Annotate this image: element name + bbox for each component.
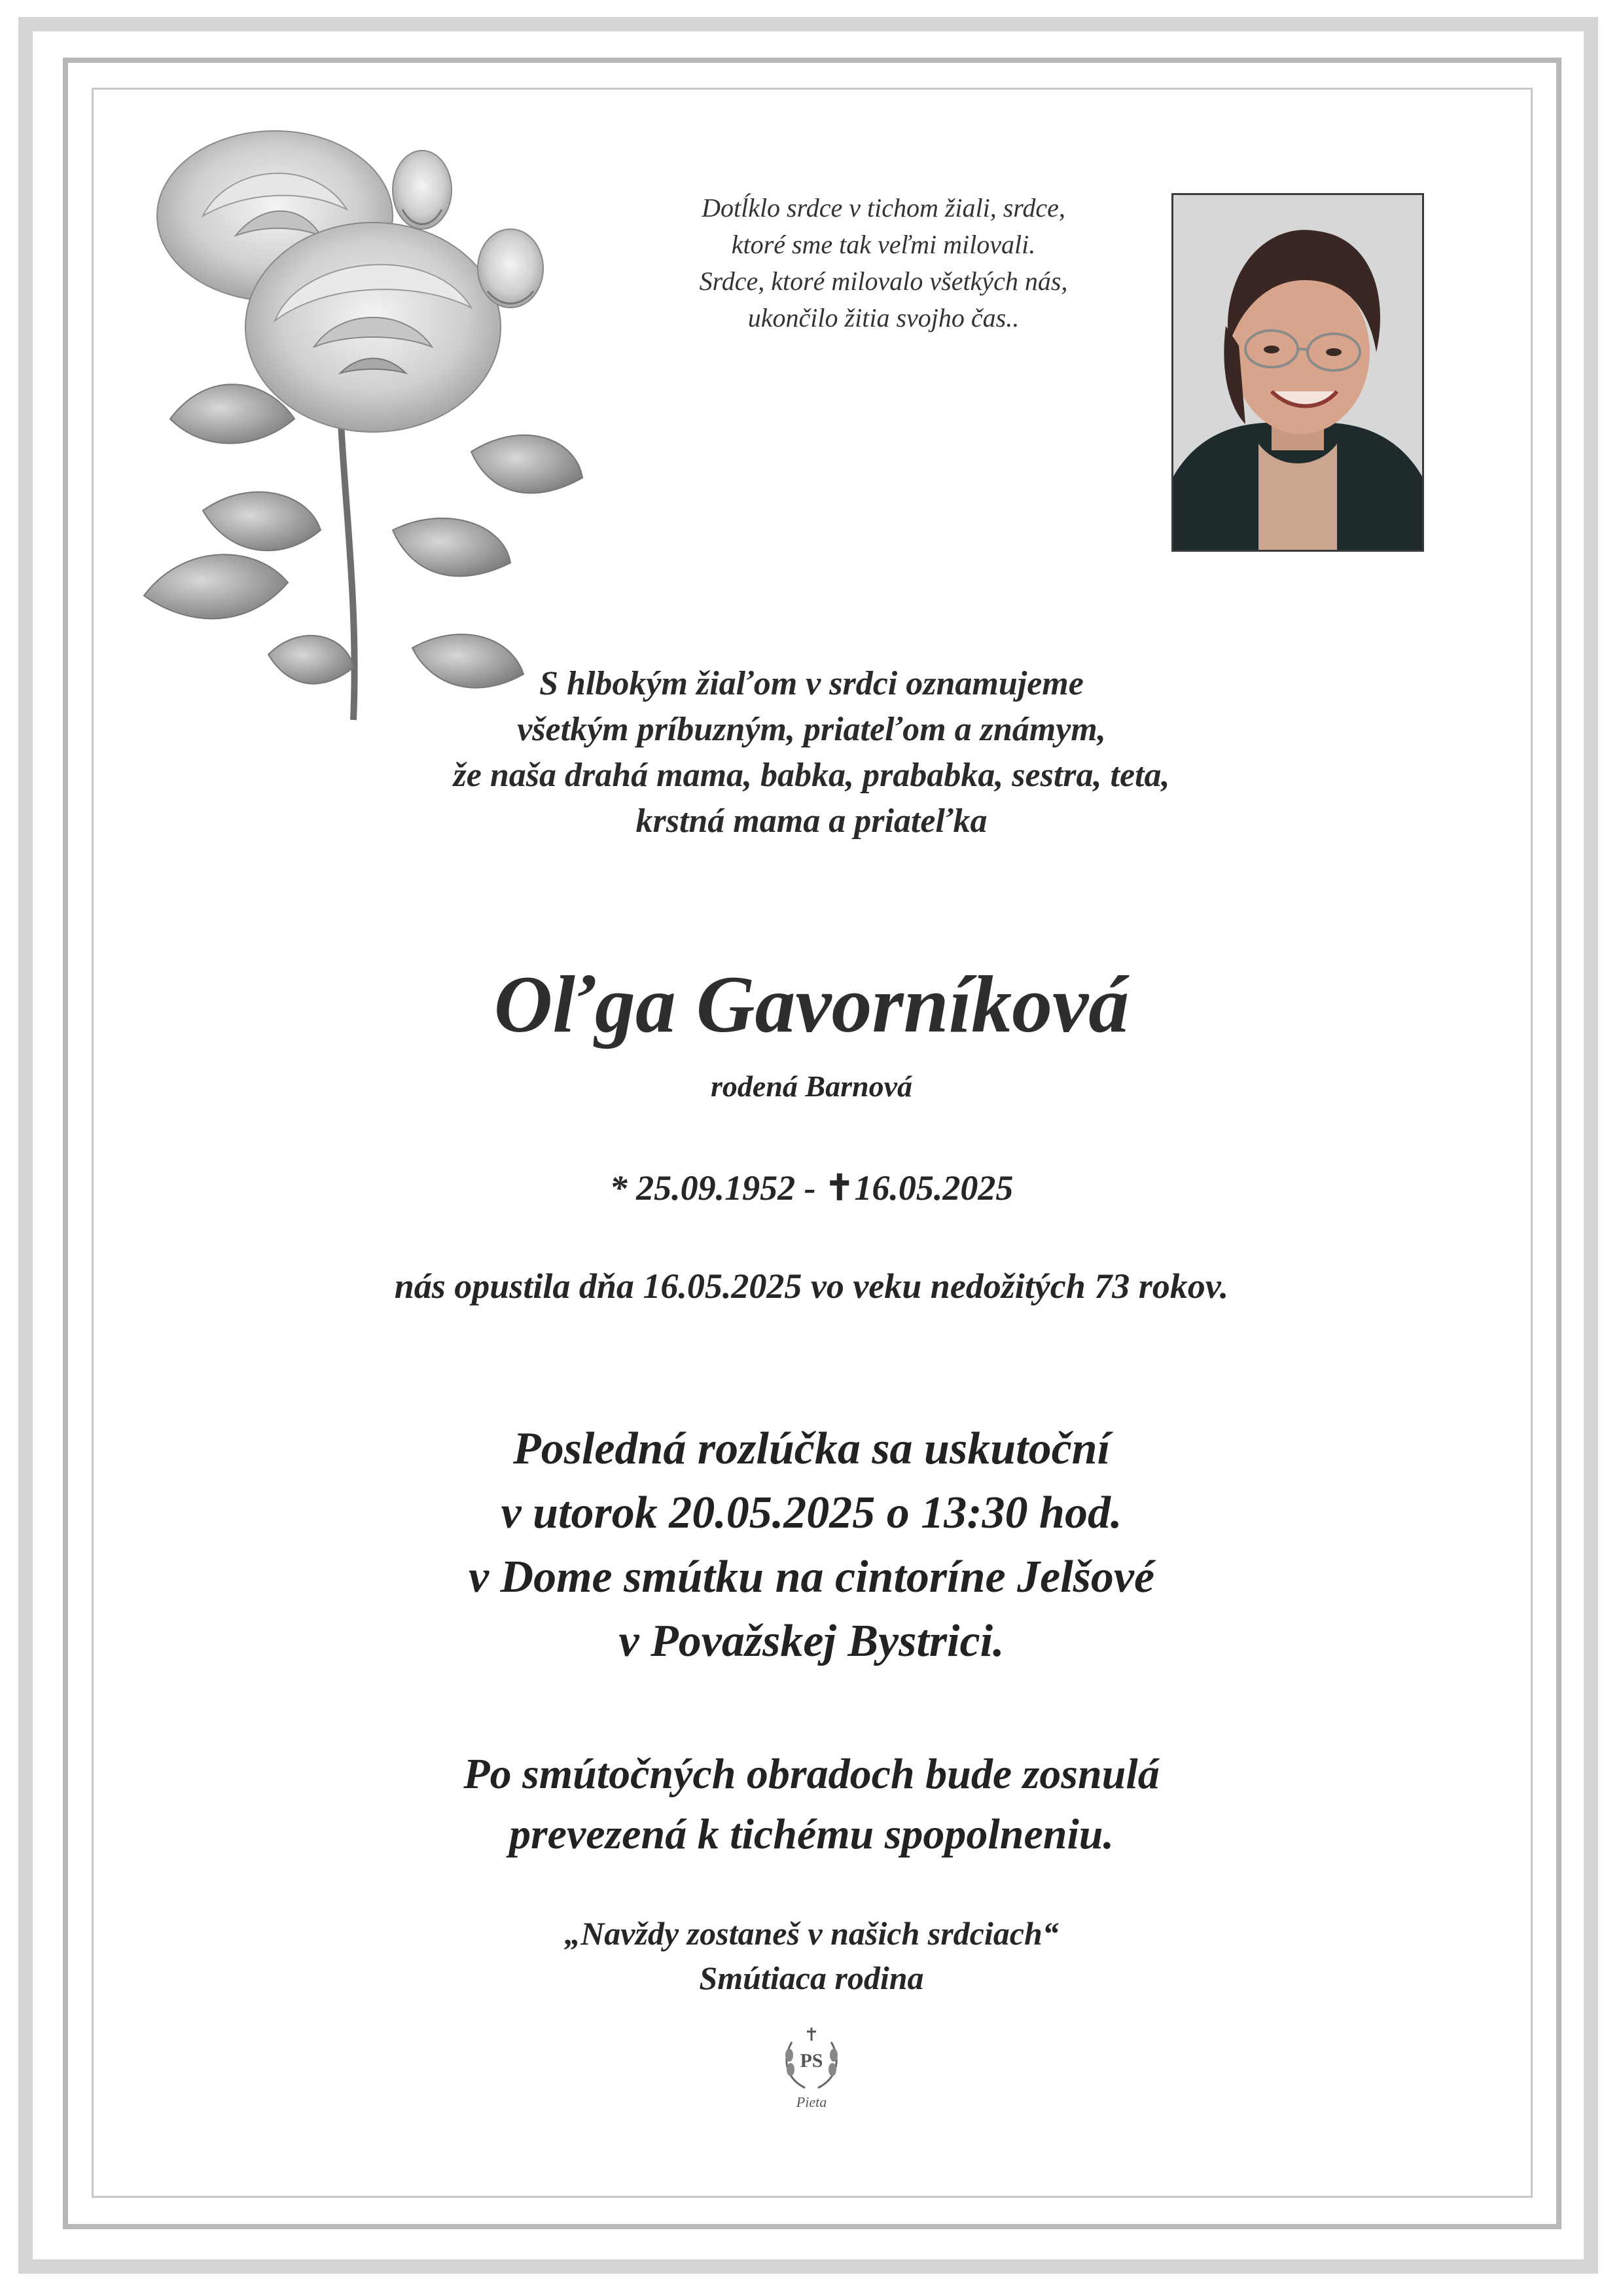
pieta-logo	[779, 2022, 844, 2121]
announcement-line: všetkým príbuzným, priateľom a známym,	[517, 711, 1106, 748]
departed-text: nás opustila dňa 16.05.2025 vo veku nedožitých 73 rokov.	[394, 1266, 1229, 1306]
announcement-line: krstná mama a priateľka	[635, 802, 988, 840]
date-separator: -	[804, 1168, 816, 1208]
deceased-name: Oľga Gavorníková	[493, 960, 1130, 1049]
cremation-line: prevezená k tichému spopolneniu.	[508, 1810, 1115, 1858]
closing-quote: „Navždy zostaneš v našich srdciach“	[564, 1915, 1059, 1952]
cremation-line: Po smútočných obradoch bude zosnulá	[463, 1750, 1160, 1798]
poem-line: Srdce, ktoré milovalo všetkých nás,	[699, 266, 1068, 296]
poem-line: ukončilo žitia svojho čas..	[747, 303, 1020, 332]
poem-line: ktoré sme tak veľmi milovali.	[731, 230, 1036, 259]
laurel-icon	[779, 2022, 844, 2094]
closing-signature: Smútiaca rodina	[699, 1960, 924, 1996]
farewell-line: v Považskej Bystrici.	[618, 1616, 1005, 1666]
poem-line: Dotĺklo srdce v tichom žiali, srdce,	[702, 193, 1065, 223]
life-dates	[157, 1165, 1466, 1211]
farewell-line: v utorok 20.05.2025 o 13:30 hod.	[501, 1488, 1122, 1538]
closing	[157, 1911, 1466, 2000]
birth-symbol: *	[609, 1168, 628, 1208]
death-date: 16.05.2025	[854, 1168, 1014, 1208]
farewell-line: v Dome smútku na cintoríne Jelšové	[468, 1552, 1155, 1602]
maiden-name: rodená Barnová	[711, 1069, 912, 1103]
logo-monogram: PS	[800, 2050, 823, 2072]
announcement-line: že naša drahá mama, babka, prababka, sestra, teta,	[453, 757, 1170, 794]
farewell-line: Posledná rozlúčka sa uskutoční	[512, 1424, 1111, 1474]
rose-illustration-icon	[105, 111, 615, 740]
farewell-info	[157, 1417, 1466, 1674]
announcement	[157, 661, 1466, 844]
cross-icon: ✝	[825, 1168, 855, 1208]
cremation-info	[157, 1744, 1466, 1865]
logo-caption: Pieta	[796, 2094, 827, 2110]
portrait-photo	[1171, 193, 1424, 552]
portrait-image	[1173, 195, 1422, 550]
birth-date: 25.09.1952	[636, 1168, 796, 1208]
poem	[615, 190, 1152, 336]
announcement-line: S hlbokým žiaľom v srdci oznamujeme	[539, 665, 1084, 702]
